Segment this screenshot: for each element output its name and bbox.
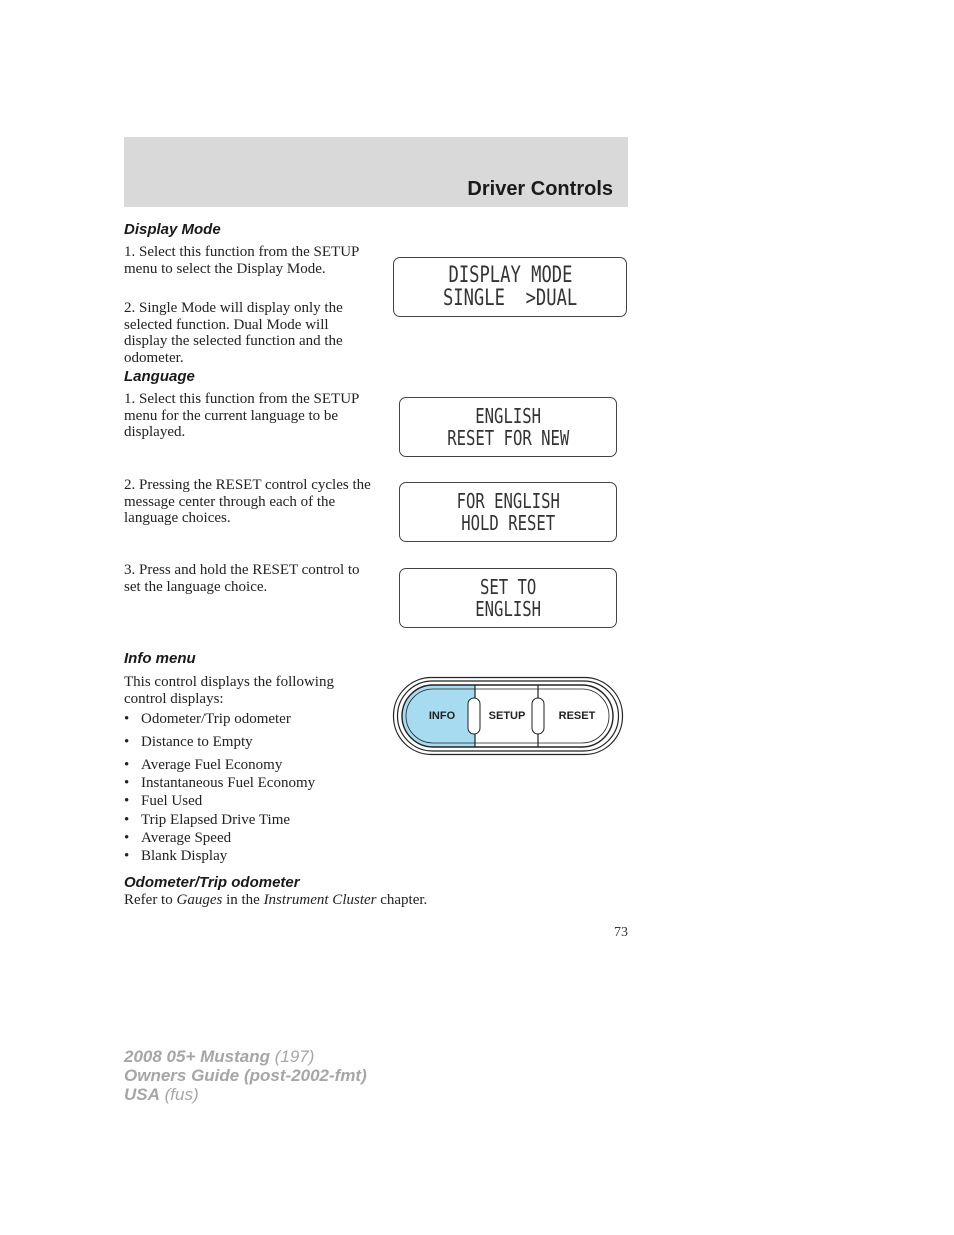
lcd-line-2: RESET FOR NEW: [446, 426, 570, 450]
section-title: Driver Controls: [467, 178, 613, 200]
language-step-3: 3. Press and hold the RESET control to set the language choice.: [124, 562, 360, 595]
lcd-line-2: ENGLISH: [475, 597, 541, 621]
display-mode-step-1: 1. Select this function from the SETUP menu to select the Display Mode.: [124, 244, 359, 277]
list-item: • Average Speed: [124, 830, 231, 847]
reset-button: RESET: [558, 710, 596, 722]
list-item: • Distance to Empty: [124, 734, 253, 751]
odometer-heading: Odometer/Trip odometer: [124, 874, 300, 891]
gauges-reference: Gauges: [176, 892, 223, 908]
language-step-2: 2. Pressing the RESET control cycles the message center through each of the language choices.: [124, 477, 371, 526]
list-item: • Average Fuel Economy: [124, 757, 282, 774]
language-step-1: 1. Select this function from the SETUP menu for the current language to be displayed.: [124, 391, 359, 440]
language-lcd-3: [399, 568, 617, 628]
setup-button: SETUP: [488, 710, 526, 722]
document-footer: 2008 05+ Mustang (197) Owners Guide (post-2002-fmt) USA (fus): [124, 1047, 367, 1104]
display-mode-heading: Display Mode: [124, 221, 221, 238]
page-number: 73: [614, 925, 628, 940]
lcd-line-1: FOR ENGLISH: [456, 489, 560, 513]
language-lcd-2: [399, 482, 617, 542]
info-menu-heading: Info menu: [124, 650, 196, 667]
list-item: • Instantaneous Fuel Economy: [124, 775, 315, 792]
list-item: • Trip Elapsed Drive Time: [124, 812, 290, 829]
list-item: • Blank Display: [124, 848, 227, 865]
lcd-line-2: HOLD RESET: [461, 511, 555, 535]
language-heading: Language: [124, 368, 195, 385]
info-menu-intro: This control displays the following control displays:: [124, 674, 334, 707]
lcd-line-1: ENGLISH: [475, 404, 541, 428]
language-lcd-1: [399, 397, 617, 457]
lcd-line-2: SINGLE >DUAL: [442, 286, 578, 311]
info-button: INFO: [428, 710, 456, 722]
chapter-reference: Instrument Cluster: [263, 892, 377, 908]
display-mode-step-2: 2. Single Mode will display only the selected function. Dual Mode will display the selected function and the odometer.: [124, 300, 343, 366]
lcd-line-1: DISPLAY MODE: [448, 263, 572, 288]
section-header-bar: [124, 137, 628, 207]
lcd-line-1: SET TO: [479, 575, 537, 599]
display-mode-lcd: [393, 257, 627, 317]
odometer-reference: Refer to Gauges in the Instrument Cluster chapter.: [124, 892, 428, 908]
message-center-controls: [392, 676, 625, 756]
list-item: • Fuel Used: [124, 793, 202, 810]
list-item: • Odometer/Trip odometer: [124, 711, 291, 728]
